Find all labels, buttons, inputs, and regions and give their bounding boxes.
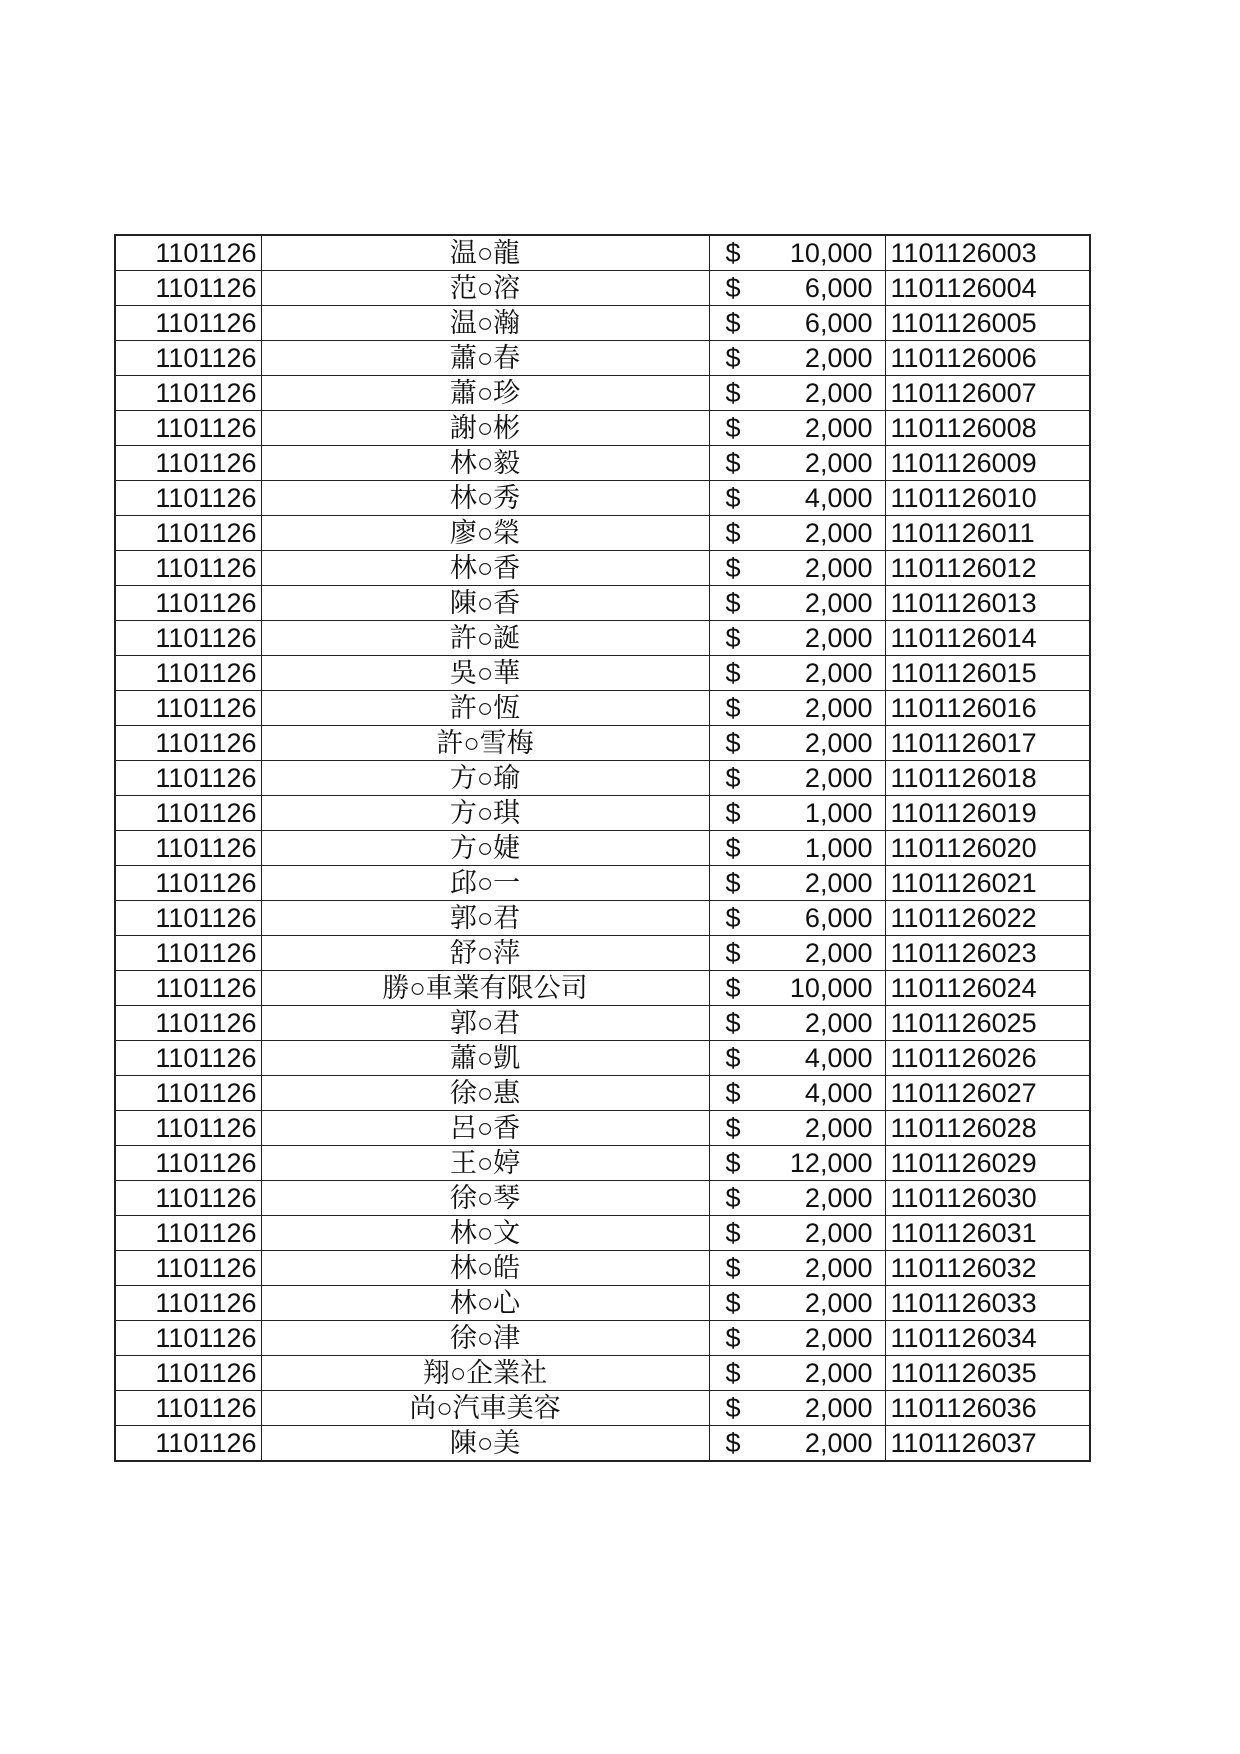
table-row [115, 866, 1090, 901]
table-row [115, 1146, 1090, 1181]
date-cell: 1101126 [115, 761, 261, 796]
table-row [115, 1356, 1090, 1391]
currency-symbol: $ [725, 973, 741, 1003]
amount-value: 10,000 [789, 238, 873, 268]
receipt-number-cell: 1101126021 [885, 866, 1090, 901]
amount-value: 12,000 [789, 1148, 873, 1178]
receipt-number-cell: 1101126009 [885, 446, 1090, 481]
currency-symbol: $ [725, 1323, 741, 1353]
amount-value: 2,000 [804, 343, 873, 373]
amount-value: 2,000 [804, 868, 873, 898]
donor-name-cell: 許○誕 [261, 621, 709, 656]
amount-value: 2,000 [804, 938, 873, 968]
date-cell: 1101126 [115, 306, 261, 341]
date-cell: 1101126 [115, 586, 261, 621]
donor-name-cell: 陳○香 [261, 586, 709, 621]
donor-name-cell: 郭○君 [261, 1006, 709, 1041]
date-cell: 1101126 [115, 1111, 261, 1146]
date-cell: 1101126 [115, 481, 261, 516]
date-cell: 1101126 [115, 551, 261, 586]
amount-value: 2,000 [804, 693, 873, 723]
date-cell: 1101126 [115, 1426, 261, 1462]
donor-name-cell: 勝○車業有限公司 [261, 971, 709, 1006]
donor-name-cell: 蕭○春 [261, 341, 709, 376]
currency-symbol: $ [725, 553, 741, 583]
amount-value: 4,000 [804, 483, 873, 513]
table-row [115, 1076, 1090, 1111]
amount-cell [709, 411, 885, 446]
donor-name-cell: 吳○華 [261, 656, 709, 691]
amount-value: 2,000 [804, 1183, 873, 1213]
amount-cell [709, 726, 885, 761]
date-cell: 1101126 [115, 1146, 261, 1181]
currency-symbol: $ [725, 1183, 741, 1213]
receipt-number-cell: 1101126018 [885, 761, 1090, 796]
table-row [115, 1391, 1090, 1426]
receipt-number-cell: 1101126035 [885, 1356, 1090, 1391]
amount-cell [709, 761, 885, 796]
currency-symbol: $ [725, 693, 741, 723]
donor-name-cell: 林○皓 [261, 1251, 709, 1286]
donation-table [114, 234, 1091, 1462]
date-cell: 1101126 [115, 271, 261, 306]
amount-value: 2,000 [804, 1218, 873, 1248]
amount-value: 2,000 [804, 413, 873, 443]
currency-symbol: $ [725, 238, 741, 268]
amount-value: 2,000 [804, 1428, 873, 1458]
donor-name-cell: 范○溶 [261, 271, 709, 306]
table-row [115, 1181, 1090, 1216]
date-cell: 1101126 [115, 831, 261, 866]
donor-name-cell: 温○龍 [261, 235, 709, 271]
amount-value: 4,000 [804, 1043, 873, 1073]
date-cell: 1101126 [115, 1076, 261, 1111]
receipt-number-cell: 1101126005 [885, 306, 1090, 341]
receipt-number-cell: 1101126004 [885, 271, 1090, 306]
donor-name-cell: 尚○汽車美容 [261, 1391, 709, 1426]
amount-value: 2,000 [804, 763, 873, 793]
donor-name-cell: 王○婷 [261, 1146, 709, 1181]
amount-cell [709, 936, 885, 971]
currency-symbol: $ [725, 518, 741, 548]
date-cell: 1101126 [115, 1006, 261, 1041]
table-row [115, 691, 1090, 726]
date-cell: 1101126 [115, 516, 261, 551]
table-row [115, 901, 1090, 936]
amount-cell [709, 1286, 885, 1321]
receipt-number-cell: 1101126007 [885, 376, 1090, 411]
amount-cell [709, 1426, 885, 1462]
table-row [115, 726, 1090, 761]
receipt-number-cell: 1101126015 [885, 656, 1090, 691]
receipt-number-cell: 1101126032 [885, 1251, 1090, 1286]
receipt-number-cell: 1101126016 [885, 691, 1090, 726]
amount-value: 2,000 [804, 1008, 873, 1038]
amount-cell [709, 831, 885, 866]
amount-value: 1,000 [804, 798, 873, 828]
currency-symbol: $ [725, 1288, 741, 1318]
receipt-number-cell: 1101126036 [885, 1391, 1090, 1426]
donor-name-cell: 温○瀚 [261, 306, 709, 341]
currency-symbol: $ [725, 763, 741, 793]
donor-name-cell: 徐○津 [261, 1321, 709, 1356]
currency-symbol: $ [725, 413, 741, 443]
donor-name-cell: 許○雪梅 [261, 726, 709, 761]
amount-cell [709, 1321, 885, 1356]
table-row [115, 1006, 1090, 1041]
amount-value: 1,000 [804, 833, 873, 863]
receipt-number-cell: 1101126017 [885, 726, 1090, 761]
currency-symbol: $ [725, 343, 741, 373]
currency-symbol: $ [725, 273, 741, 303]
table-row [115, 271, 1090, 306]
amount-value: 2,000 [804, 1288, 873, 1318]
donor-name-cell: 呂○香 [261, 1111, 709, 1146]
amount-cell [709, 1216, 885, 1251]
amount-cell [709, 235, 885, 271]
currency-symbol: $ [725, 1008, 741, 1038]
date-cell: 1101126 [115, 235, 261, 271]
date-cell: 1101126 [115, 971, 261, 1006]
amount-cell [709, 1006, 885, 1041]
donor-name-cell: 林○心 [261, 1286, 709, 1321]
currency-symbol: $ [725, 1148, 741, 1178]
table-row [115, 376, 1090, 411]
date-cell: 1101126 [115, 1286, 261, 1321]
donor-name-cell: 林○香 [261, 551, 709, 586]
currency-symbol: $ [725, 1428, 741, 1458]
amount-value: 2,000 [804, 518, 873, 548]
donor-name-cell: 林○秀 [261, 481, 709, 516]
currency-symbol: $ [725, 1043, 741, 1073]
amount-cell [709, 516, 885, 551]
receipt-number-cell: 1101126037 [885, 1426, 1090, 1462]
amount-cell [709, 376, 885, 411]
amount-cell [709, 271, 885, 306]
date-cell: 1101126 [115, 1356, 261, 1391]
table-row [115, 796, 1090, 831]
receipt-number-cell: 1101126020 [885, 831, 1090, 866]
currency-symbol: $ [725, 1358, 741, 1388]
amount-cell [709, 306, 885, 341]
currency-symbol: $ [725, 1393, 741, 1423]
date-cell: 1101126 [115, 1391, 261, 1426]
currency-symbol: $ [725, 308, 741, 338]
table-row [115, 1426, 1090, 1462]
receipt-number-cell: 1101126030 [885, 1181, 1090, 1216]
currency-symbol: $ [725, 868, 741, 898]
table-row [115, 1286, 1090, 1321]
date-cell: 1101126 [115, 446, 261, 481]
amount-cell [709, 1111, 885, 1146]
currency-symbol: $ [725, 378, 741, 408]
currency-symbol: $ [725, 1113, 741, 1143]
amount-value: 2,000 [804, 1393, 873, 1423]
date-cell: 1101126 [115, 1251, 261, 1286]
donor-name-cell: 陳○美 [261, 1426, 709, 1462]
donation-table-body [115, 235, 1090, 1461]
donor-name-cell: 徐○琴 [261, 1181, 709, 1216]
table-row [115, 656, 1090, 691]
table-row [115, 621, 1090, 656]
receipt-number-cell: 1101126024 [885, 971, 1090, 1006]
receipt-number-cell: 1101126028 [885, 1111, 1090, 1146]
donor-name-cell: 徐○惠 [261, 1076, 709, 1111]
amount-value: 2,000 [804, 378, 873, 408]
amount-cell [709, 1391, 885, 1426]
amount-cell [709, 1356, 885, 1391]
receipt-number-cell: 1101126027 [885, 1076, 1090, 1111]
table-row [115, 936, 1090, 971]
donor-name-cell: 許○恆 [261, 691, 709, 726]
currency-symbol: $ [725, 448, 741, 478]
currency-symbol: $ [725, 798, 741, 828]
currency-symbol: $ [725, 588, 741, 618]
date-cell: 1101126 [115, 691, 261, 726]
receipt-number-cell: 1101126010 [885, 481, 1090, 516]
receipt-number-cell: 1101126012 [885, 551, 1090, 586]
currency-symbol: $ [725, 728, 741, 758]
currency-symbol: $ [725, 1078, 741, 1108]
amount-value: 2,000 [804, 588, 873, 618]
amount-value: 2,000 [804, 1253, 873, 1283]
amount-cell [709, 446, 885, 481]
date-cell: 1101126 [115, 341, 261, 376]
receipt-number-cell: 1101126008 [885, 411, 1090, 446]
amount-value: 2,000 [804, 1358, 873, 1388]
amount-cell [709, 901, 885, 936]
receipt-number-cell: 1101126022 [885, 901, 1090, 936]
table-row [115, 481, 1090, 516]
currency-symbol: $ [725, 1253, 741, 1283]
date-cell: 1101126 [115, 656, 261, 691]
table-row [115, 306, 1090, 341]
donor-name-cell: 廖○榮 [261, 516, 709, 551]
date-cell: 1101126 [115, 1181, 261, 1216]
date-cell: 1101126 [115, 726, 261, 761]
receipt-number-cell: 1101126019 [885, 796, 1090, 831]
amount-cell [709, 551, 885, 586]
receipt-number-cell: 1101126034 [885, 1321, 1090, 1356]
amount-cell [709, 341, 885, 376]
currency-symbol: $ [725, 623, 741, 653]
amount-value: 2,000 [804, 658, 873, 688]
amount-cell [709, 481, 885, 516]
table-row [115, 446, 1090, 481]
receipt-number-cell: 1101126033 [885, 1286, 1090, 1321]
receipt-number-cell: 1101126025 [885, 1006, 1090, 1041]
date-cell: 1101126 [115, 1216, 261, 1251]
amount-value: 4,000 [804, 1078, 873, 1108]
amount-cell [709, 1181, 885, 1216]
amount-value: 2,000 [804, 1113, 873, 1143]
amount-cell [709, 656, 885, 691]
table-row [115, 235, 1090, 271]
currency-symbol: $ [725, 903, 741, 933]
donor-name-cell: 蕭○凱 [261, 1041, 709, 1076]
amount-cell [709, 621, 885, 656]
receipt-number-cell: 1101126014 [885, 621, 1090, 656]
table-row [115, 516, 1090, 551]
currency-symbol: $ [725, 938, 741, 968]
date-cell: 1101126 [115, 1041, 261, 1076]
amount-cell [709, 1041, 885, 1076]
table-row [115, 341, 1090, 376]
amount-cell [709, 691, 885, 726]
amount-value: 2,000 [804, 448, 873, 478]
date-cell: 1101126 [115, 796, 261, 831]
donor-name-cell: 郭○君 [261, 901, 709, 936]
date-cell: 1101126 [115, 901, 261, 936]
table-row [115, 1251, 1090, 1286]
currency-symbol: $ [725, 483, 741, 513]
table-row [115, 1321, 1090, 1356]
amount-cell [709, 1146, 885, 1181]
donor-name-cell: 蕭○珍 [261, 376, 709, 411]
table-row [115, 1041, 1090, 1076]
table-row [115, 761, 1090, 796]
table-row [115, 411, 1090, 446]
date-cell: 1101126 [115, 936, 261, 971]
donor-name-cell: 林○文 [261, 1216, 709, 1251]
table-row [115, 551, 1090, 586]
amount-value: 6,000 [804, 308, 873, 338]
receipt-number-cell: 1101126006 [885, 341, 1090, 376]
receipt-number-cell: 1101126031 [885, 1216, 1090, 1251]
receipt-number-cell: 1101126023 [885, 936, 1090, 971]
amount-cell [709, 866, 885, 901]
table-row [115, 971, 1090, 1006]
receipt-number-cell: 1101126029 [885, 1146, 1090, 1181]
date-cell: 1101126 [115, 411, 261, 446]
amount-value: 6,000 [804, 903, 873, 933]
date-cell: 1101126 [115, 621, 261, 656]
receipt-number-cell: 1101126011 [885, 516, 1090, 551]
date-cell: 1101126 [115, 866, 261, 901]
amount-cell [709, 1251, 885, 1286]
table-row [115, 1111, 1090, 1146]
date-cell: 1101126 [115, 376, 261, 411]
currency-symbol: $ [725, 1218, 741, 1248]
amount-value: 6,000 [804, 273, 873, 303]
amount-value: 2,000 [804, 553, 873, 583]
amount-cell [709, 796, 885, 831]
date-cell: 1101126 [115, 1321, 261, 1356]
amount-value: 2,000 [804, 1323, 873, 1353]
receipt-number-cell: 1101126013 [885, 586, 1090, 621]
donor-name-cell: 方○瑜 [261, 761, 709, 796]
donor-name-cell: 謝○彬 [261, 411, 709, 446]
donor-name-cell: 方○婕 [261, 831, 709, 866]
donor-name-cell: 林○毅 [261, 446, 709, 481]
donor-name-cell: 翔○企業社 [261, 1356, 709, 1391]
amount-value: 2,000 [804, 728, 873, 758]
currency-symbol: $ [725, 833, 741, 863]
table-row [115, 1216, 1090, 1251]
amount-cell [709, 971, 885, 1006]
amount-value: 10,000 [789, 973, 873, 1003]
receipt-number-cell: 1101126003 [885, 235, 1090, 271]
donor-name-cell: 方○琪 [261, 796, 709, 831]
amount-cell [709, 586, 885, 621]
amount-cell [709, 1076, 885, 1111]
donor-name-cell: 邱○一 [261, 866, 709, 901]
donor-name-cell: 舒○萍 [261, 936, 709, 971]
currency-symbol: $ [725, 658, 741, 688]
table-row [115, 586, 1090, 621]
receipt-number-cell: 1101126026 [885, 1041, 1090, 1076]
amount-value: 2,000 [804, 623, 873, 653]
table-row [115, 831, 1090, 866]
